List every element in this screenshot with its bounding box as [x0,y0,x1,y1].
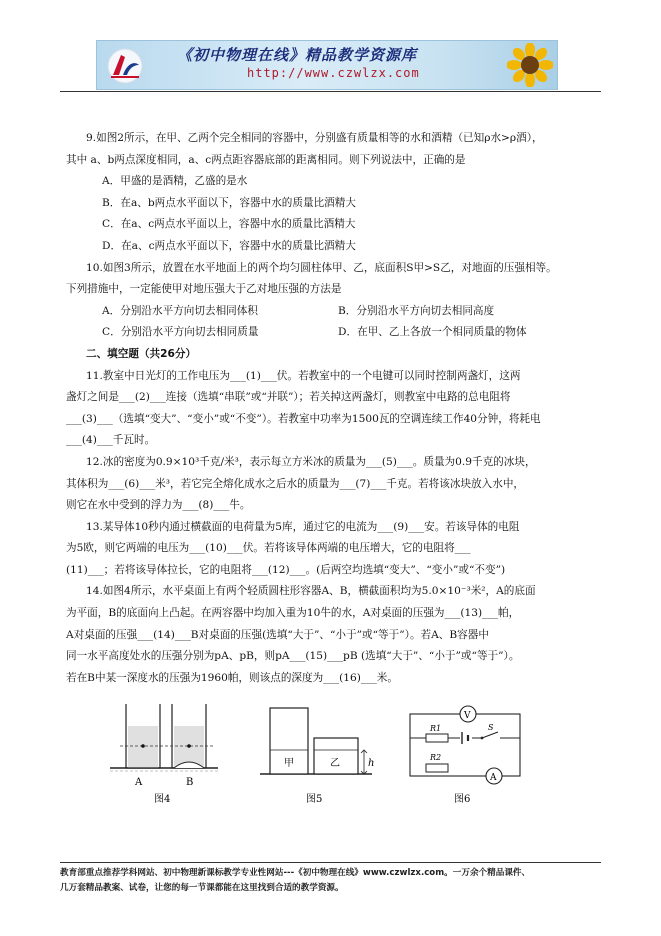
q14-line4: 同一水平高度处水的压强分别为pA、pB，则pA___(15)___pB (选填“大于”、“小于”或“等于”）。 [66,650,520,663]
q11-line3: ___(3)___（选填“变大”、“变小”或“不变”）。若教室中功率为1500瓦的空调连续工作40分钟，将耗电 [66,412,541,425]
fig6-r2: R2 [430,753,442,762]
q10-options-row1 [86,301,596,323]
q9-option-a: A．甲盛的是酒精，乙盛的是水 [102,175,248,188]
fig4-label-a: A [135,777,143,788]
fig6-caption: 图6 [454,794,471,805]
q11-line1: 11.教室中日光灯的工作电压为___(1)___伏。若教室中的一个电键可以同时控制两盏灯，这两 [86,369,521,382]
q12-line1: 12.冰的密度为0.9×10³千克/米³，表示每立方米冰的质量为___(5)___。质量为0.9千克的冰块， [86,455,536,468]
q9-option-b: B．在a、b两点水平面以下，容器中水的质量比酒精大 [102,196,356,209]
fig5-caption: 图5 [306,794,323,805]
header-banner [96,40,558,90]
footer-line2: 几万套精品教案、试卷，让您的每一节课都能在这里找到合适的教学资源。 [60,883,344,893]
fig6-switch: S [488,723,494,732]
q10-option-d: D．在甲、乙上各放一个相同质量的物体 [338,326,527,339]
q14-line2: 为平面，B的底面向上凸起。在两容器中均加入重为10牛的水，A对桌面的压强为___(13)___帕， [66,607,520,620]
q14-line3: A对桌面的压强___(14)___B对桌面的压强(选填“大于”、“小于”或“等于”）。若A、B容器中 [66,628,489,641]
fig5-label-jia: 甲 [284,758,294,769]
site-logo-icon [105,47,145,85]
q11-line4: ___(4)___千瓦时。 [66,434,156,447]
q10-option-c: C．分别沿水平方向切去相同质量 [102,326,259,339]
fig4-label-b: B [186,777,194,788]
fig6-voltmeter: V [464,711,471,721]
q11-line2: 盏灯之间是___(2)___连接（选填“串联”或“并联”）；若关掉这两盏灯，则教室中电路的总电阻将 [66,391,511,404]
q12-line3: 则它在水中受到的浮力为___(8)___牛。 [66,499,251,512]
q9-option-d: D．在a、c两点水平面以下，容器中水的质量比酒精大 [102,239,356,252]
q9-option-c: C．在a、c两点水平面以上，容器中水的质量比酒精大 [102,218,356,231]
section-heading-fill-blank: 二、填空题（共26分） [86,347,197,360]
q9-stem-line1: 9.如图2所示，在甲、乙两个完全相同的容器中，分别盛有质量相等的水和酒精（已知ρ水>ρ酒）， [86,132,543,144]
header-divider [60,91,601,92]
q10-option-b: B．分别沿水平方向切去相同高度 [338,304,495,317]
fig4-caption: 图4 [154,794,171,805]
figure-5 [260,708,374,805]
q10-option-a: A．分别沿水平方向切去相同体积 [102,304,258,317]
banner-url[interactable]: http://www.czwlzx.com [247,66,420,80]
q9-stem-line2: 其中 a、b两点深度相同，a、c两点距容器底部的距离相同。则下列说法中，正确的是 [66,153,466,166]
footer-divider [60,862,601,863]
fig5-label-yi: 乙 [330,758,340,769]
fig6-r1: R1 [430,724,442,733]
q14-line5: 若在B中某一深度水的压强为1960帕，则该点的深度为___(16)___米。 [66,671,398,684]
banner-title: 《初中物理在线》精品教学资源库 [177,46,418,64]
q10-stem-line2: 下列措施中，一定能使甲对地压强大于乙对地压强的方法是 [66,283,342,296]
q13-line3: (11)___；若将该导体拉长，它的电阻将___(12)___。(后两空均选填“变大”、“变小”或“不变”) [66,563,506,576]
fig6-ammeter: A [490,773,497,783]
q12-line2: 其体积为___(6)___米³，若它完全熔化成水之后水的质量为___(7)___千克。若将该冰块放入水中， [66,477,525,490]
page-footer [60,866,620,896]
q10-options-row2 [86,322,596,344]
fig5-label-h: h [368,758,375,769]
q13-line2: 为5欧，则它两端的电压为___(10)___伏。若将该导体两端的电压增大，它的电阻将___ [66,542,471,555]
figures-row [110,698,530,810]
q14-line1: 14.如图4所示，水平桌面上有两个轻质圆柱形容器A、B，横截面积均为5.0×10⁻³米²，A的底面 [86,585,536,598]
q10-stem-line1: 10.如图3所示，放置在水平地面上的两个均匀圆柱体甲、乙，底面积S甲>S乙，对地面的压强相等。 [86,261,557,274]
figure-4 [110,704,218,805]
footer-line1: 教育部重点推荐学科网站、初中物理新课标教学专业性网站---《初中物理在线》www.czwlzx.com。一万余个精品课件、 [60,868,531,878]
figure-6 [410,706,520,805]
sunflower-icon [507,43,553,87]
q13-line1: 13.某导体10秒内通过横截面的电荷量为5库，通过它的电流为___(9)___安。若该导体的电阻 [86,520,520,533]
question-content [66,128,596,689]
